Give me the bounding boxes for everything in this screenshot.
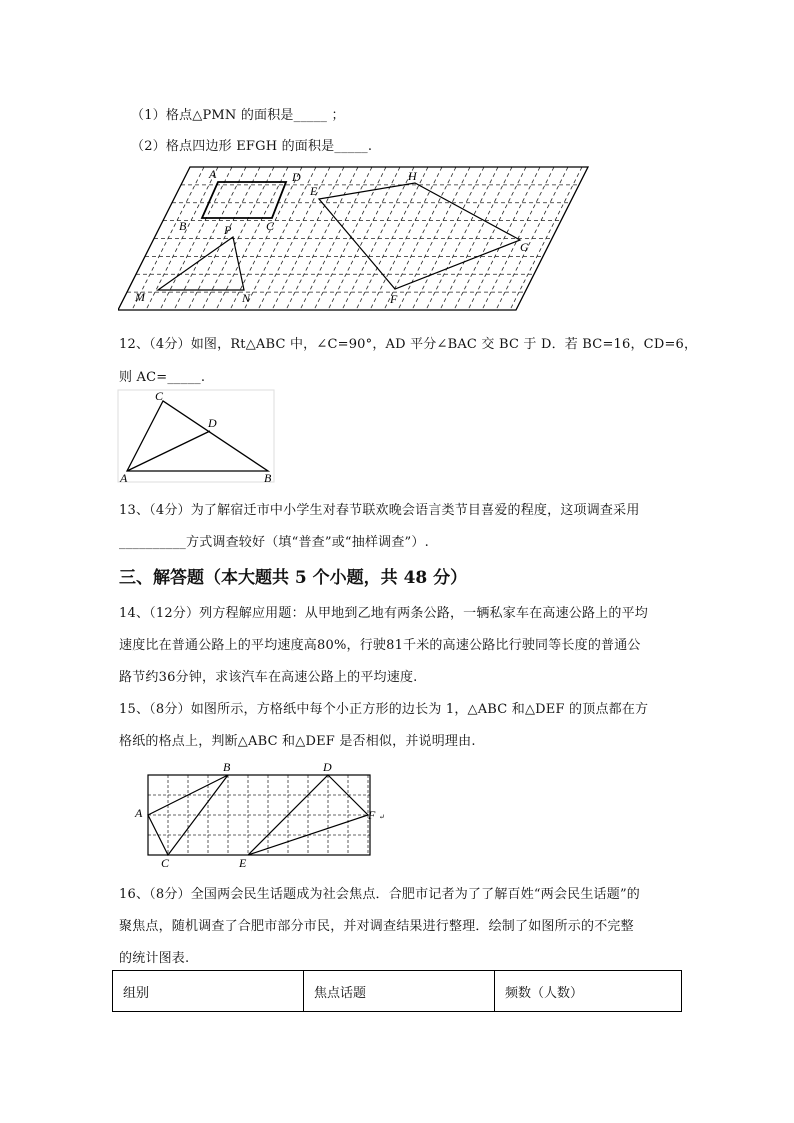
label-E: E: [239, 856, 247, 870]
return-mark-icon: ↵: [379, 813, 385, 821]
label-G: G: [520, 240, 529, 254]
q14-line1: 14、（12分）列方程解应用题：从甲地到乙地有两条公路，一辆私家车在高速公路上的平均: [119, 606, 648, 621]
label-D: D: [323, 760, 332, 774]
q11-part2: （2）格点四边形 EFGH 的面积是_____.: [131, 139, 373, 154]
q16-line2: 聚焦点，随机调查了合肥市部分市民，并对调查结果进行整理．绘制了如图所示的不完整: [119, 919, 634, 934]
label-B: B: [223, 760, 231, 774]
label-A: A: [135, 806, 143, 820]
quad-efgh: [319, 183, 520, 289]
square-abcd: [202, 182, 286, 218]
label-F: F: [368, 808, 376, 822]
label-E: E: [310, 184, 318, 198]
header-frequency: 频数（人数）: [495, 971, 682, 1012]
section-heading: 三、解答题（本大题共 5 个小题，共 48 分）: [119, 568, 468, 588]
q11-grid-figure: [118, 160, 598, 320]
label-B: B: [179, 219, 187, 233]
label-C: C: [266, 219, 275, 233]
label-B: B: [264, 471, 272, 485]
q13-line2: __________方式调查较好（填“普查”或“抽样调查”）.: [119, 535, 429, 550]
label-D: D: [208, 416, 217, 430]
label-F: F: [390, 292, 398, 306]
q15-grid-figure: [130, 760, 390, 872]
label-C: C: [161, 856, 170, 870]
label-A: A: [209, 167, 217, 181]
label-N: N: [242, 291, 251, 305]
segment-ad: [127, 431, 210, 471]
q16-line3: 的统计图表.: [119, 951, 190, 966]
header-group: 组别: [113, 971, 304, 1012]
q12-line1: 12、（4分）如图，Rt△ABC 中，∠C=90°，AD 平分∠BAC 交 BC 于 D．若 BC=16，CD=6，: [119, 337, 698, 352]
label-C: C: [155, 389, 164, 403]
header-topic: 焦点话题: [304, 971, 495, 1012]
triangle-pmn: [158, 237, 244, 290]
q15-line2: 格纸的格点上，判断△ABC 和△DEF 是否相似，并说明理由.: [119, 734, 476, 749]
q12-triangle-figure: [117, 389, 279, 485]
q16-line1: 16、（8分）全国两会民生话题成为社会焦点．合肥市记者为了了解百姓“两会民生话题”的: [119, 887, 641, 902]
q15-line1: 15、（8分）如图所示，方格纸中每个小正方形的边长为 1，△ABC 和△DEF 的顶点都在方: [119, 702, 649, 717]
q14-line2: 速度比在普通公路上的平均速度高80%，行驶81千米的高速公路比行驶同等长度的普通公: [119, 638, 641, 653]
label-A: A: [120, 471, 128, 485]
q13-line1: 13、（4分）为了解宿迁市中小学生对春节联欢晚会语言类节目喜爱的程度，这项调查采用: [119, 503, 640, 518]
label-H: H: [408, 169, 417, 183]
q11-part1: （1）格点△PMN 的面积是_____ ；: [131, 108, 345, 123]
q14-line3: 路节约36分钟，求该汽车在高速公路上的平均速度.: [119, 670, 418, 685]
label-D: D: [292, 170, 301, 184]
q12-line2: 则 AC=_____.: [119, 370, 206, 385]
q16-stats-table: [112, 970, 682, 1012]
label-M: M: [135, 290, 145, 304]
table-header-row: [113, 971, 682, 1012]
label-P: P: [224, 223, 232, 237]
